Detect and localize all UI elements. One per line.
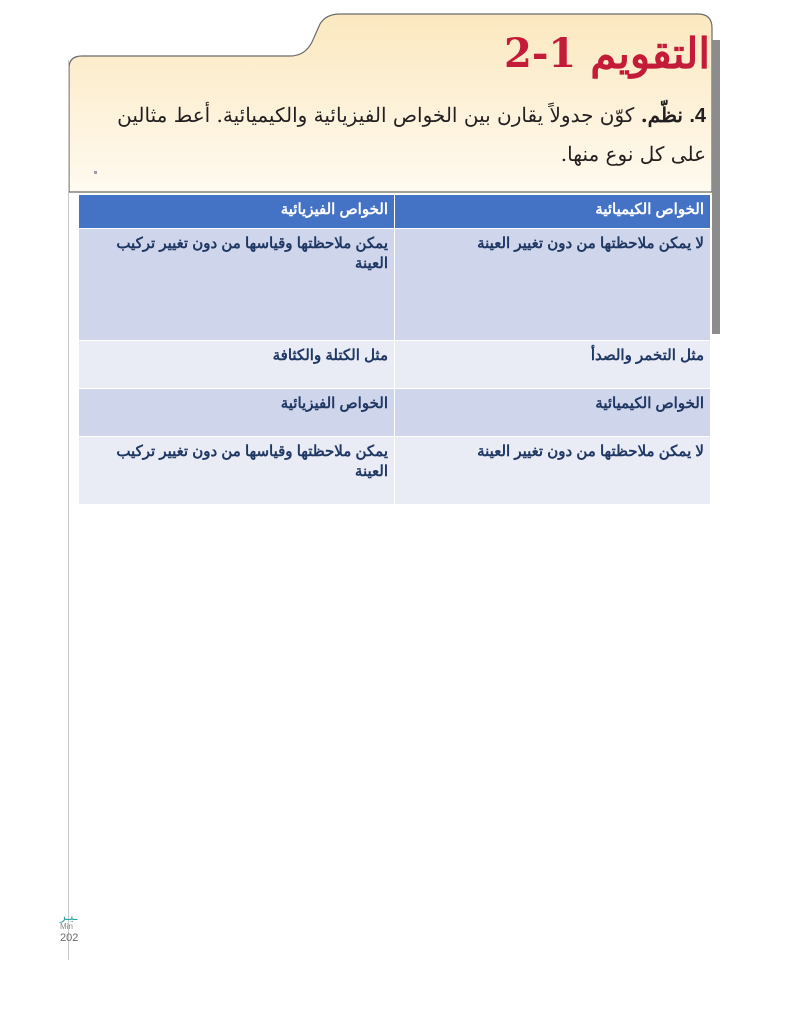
table-row — [79, 437, 711, 505]
properties-table — [78, 194, 711, 505]
logo-line-3: 202 — [60, 932, 79, 944]
section-heading — [470, 22, 710, 86]
question-verb: نظّم. — [640, 103, 683, 127]
decorative-dot — [94, 171, 97, 174]
table-header-row — [79, 195, 711, 229]
heading-section-number: 2-1 — [504, 30, 577, 77]
table-cell: يمكن ملاحظتها وقياسها من دون تغيير تركيب العينة — [79, 437, 395, 505]
table-cell: مثل التخمر والصدأ — [395, 341, 711, 389]
logo-line-2: Min — [60, 922, 73, 931]
heading-title-word: التقويم — [590, 29, 710, 78]
question-text: كوّن جدولاً يقارن بين الخواص الفيزيائية والكيميائية. أعط مثالين على كل نوع منها. — [117, 103, 706, 166]
table-cell: لا يمكن ملاحظتها من دون تغيير العينة — [395, 229, 711, 341]
table-cell: الخواص الفيزيائية — [79, 389, 395, 437]
header-chemical: الخواص الكيميائية — [395, 195, 711, 229]
table-row — [79, 229, 711, 341]
table-cell: مثل الكتلة والكثافة — [79, 341, 395, 389]
table-cell: لا يمكن ملاحظتها من دون تغيير العينة — [395, 437, 711, 505]
table-row — [79, 389, 711, 437]
header-physical: الخواص الفيزيائية — [79, 195, 395, 229]
table-row — [79, 341, 711, 389]
page-left-rule — [68, 60, 69, 960]
table-cell: الخواص الكيميائية — [395, 389, 711, 437]
ministry-logo — [60, 910, 78, 944]
table-cell: يمكن ملاحظتها وقياسها من دون تغيير تركيب العينة — [79, 229, 395, 341]
logo-line-1: ‎ـيـر — [60, 909, 78, 923]
question-number: 4. — [689, 105, 706, 127]
question-4 — [90, 96, 706, 173]
